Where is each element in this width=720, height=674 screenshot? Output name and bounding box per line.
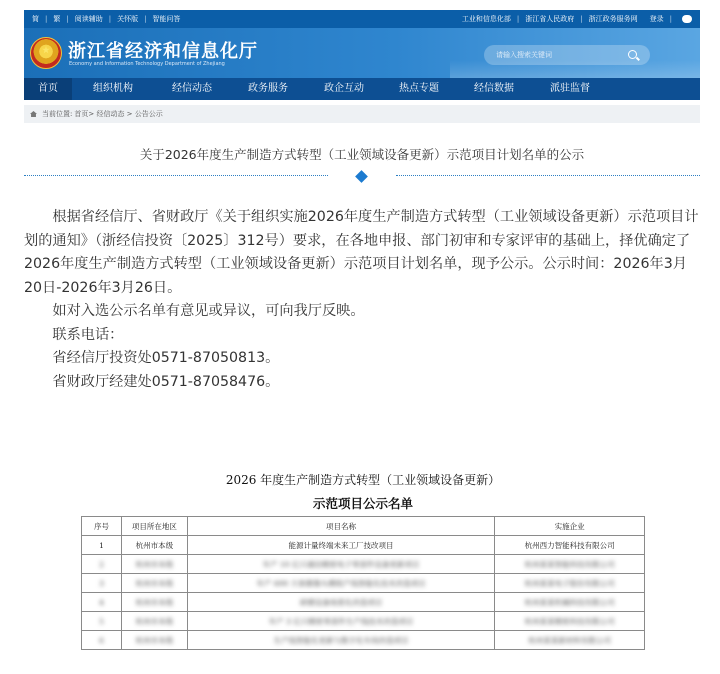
skyline-decoration — [450, 60, 700, 78]
table-row — [82, 555, 645, 574]
zj-gov-link[interactable]: 浙江省人民政府 — [525, 15, 575, 23]
contact-label: 联系电话： — [52, 326, 124, 343]
simplified-chinese-link[interactable]: 简 — [32, 15, 39, 23]
cell-company: 杭州某某智能科技有限公司 — [495, 555, 645, 574]
main-nav — [24, 78, 700, 100]
col-header-company: 实施企业 — [495, 517, 645, 536]
cell-project: 生产线智能化更新与数字化车间改造项目 — [187, 631, 494, 650]
login-link[interactable]: 登录 — [649, 15, 664, 23]
diamond-icon — [355, 170, 368, 183]
cell-no: 3 — [82, 574, 122, 593]
nav-item-interaction[interactable]: 政企互动 — [324, 83, 364, 94]
cell-no: 5 — [82, 612, 122, 631]
reading-assist-link[interactable]: 阅读辅助 — [74, 15, 103, 23]
col-header-region: 项目所在地区 — [121, 517, 187, 536]
cell-company: 杭州某某电子股份有限公司 — [495, 574, 645, 593]
search-icon[interactable] — [628, 50, 637, 59]
article-body — [24, 206, 702, 394]
nav-item-data[interactable]: 经信数据 — [474, 83, 514, 94]
site-title[interactable]: 浙江省经济和信息化厅 — [68, 41, 258, 62]
table-row — [82, 574, 645, 593]
cell-region: 杭州市本级 — [121, 574, 187, 593]
cell-project: 年产 10 亿只通信精密电子零部件设备更新项目 — [187, 555, 494, 574]
cell-project: 年产 3 亿只精密零部件生产线技术改造项目 — [187, 612, 494, 631]
table-title: 2026 年度生产制造方式转型（工业领域设备更新） — [225, 473, 501, 487]
title-divider-left — [24, 175, 328, 176]
nav-item-topics[interactable]: 热点专题 — [399, 83, 439, 94]
nav-item-home[interactable]: 首页 — [24, 78, 72, 100]
wechat-icon[interactable] — [682, 15, 692, 23]
breadcrumb — [24, 105, 700, 123]
zj-service-link[interactable]: 浙江政务服务网 — [588, 15, 638, 23]
contact-investment: 省经信厅投资处0571-87050813。 — [52, 350, 280, 366]
site-subtitle: Economy and Information Technology Department of Zhejiang — [69, 61, 225, 67]
cell-no: 2 — [82, 555, 122, 574]
nav-item-services[interactable]: 政务服务 — [248, 83, 288, 94]
breadcrumb-path[interactable]: 首页> 经信动态 > 公告公示 — [74, 110, 163, 118]
col-header-project: 项目名称 — [187, 517, 494, 536]
cell-company: 杭州某某新材料有限公司 — [495, 631, 645, 650]
project-list-table — [81, 516, 645, 650]
cell-region: 杭州市本级 — [121, 536, 187, 555]
table-row — [82, 612, 645, 631]
smart-qa-link[interactable]: 智能问答 — [152, 15, 181, 23]
care-mode-link[interactable]: 关怀版 — [117, 15, 139, 23]
nav-item-news[interactable]: 经信动态 — [172, 83, 212, 94]
col-header-no: 序号 — [82, 517, 122, 536]
national-emblem-icon — [30, 37, 62, 69]
home-icon — [30, 111, 37, 117]
contact-finance: 省财政厅经建处0571-87058476。 — [52, 373, 280, 390]
cell-region: 杭州市本级 — [121, 555, 187, 574]
cell-no: 4 — [82, 593, 122, 612]
nav-item-organization[interactable]: 组织机构 — [93, 83, 133, 94]
nav-item-supervision[interactable]: 派驻监督 — [550, 83, 590, 94]
cell-region: 杭州市本级 — [121, 612, 187, 631]
accessibility-links: 简 | 繁 | 阅读辅助 | 关怀版 | 智能问答 — [32, 15, 181, 23]
table-row — [82, 631, 645, 650]
cell-region: 杭州市本级 — [121, 593, 187, 612]
cell-region: 杭州市本级 — [121, 631, 187, 650]
site-banner — [24, 28, 700, 78]
cell-no: 1 — [82, 536, 122, 555]
top-utility-bar — [24, 10, 700, 28]
cell-project: 能源计量终端未来工厂技改项目 — [187, 536, 494, 555]
table-subtitle: 示范项目公示名单 — [312, 496, 413, 511]
article-title: 关于2026年度生产制造方式转型（工业领域设备更新）示范项目计划名单的公示 — [139, 147, 585, 162]
table-row — [82, 593, 645, 612]
table-row — [82, 536, 645, 555]
table-header-row — [82, 517, 645, 536]
title-divider-right — [396, 175, 700, 176]
cell-no: 6 — [82, 631, 122, 650]
cell-project: 研磨设备场景化改造项目 — [187, 593, 494, 612]
article-paragraph: 如对入选公示名单有意见或异议，可向我厅反映。 — [52, 303, 365, 319]
breadcrumb-prefix: 当前位置: — [42, 110, 73, 118]
traditional-chinese-link[interactable]: 繁 — [53, 15, 61, 23]
external-links: 工业和信息化部 | 浙江省人民政府 | 浙江政务服务网 登录 | — [462, 14, 692, 24]
article-paragraph: 根据省经信厅、省财政厅《关于组织实施2026年度生产制造方式转型（工业领域设备更新）示范项目计划的通知》（浙经信投资〔2025〕312号）要求，在各地申报、部门初审和专家评审的基础上，择优确定了2026年度生产制造方式转型（工业领域设备更新）示范项目计划名单，现予公示。公示时间：2026年3月20日-2026年3月26日。 — [24, 209, 699, 296]
miit-link[interactable]: 工业和信息化部 — [461, 15, 511, 23]
cell-company: 杭州某某精密科技有限公司 — [495, 612, 645, 631]
cell-project: 年产 600 万套摄像头模组产线智能化技术改造项目 — [187, 574, 494, 593]
cell-company: 杭州西力智能科技有限公司 — [495, 536, 645, 555]
cell-company: 杭州某某机械科技有限公司 — [495, 593, 645, 612]
